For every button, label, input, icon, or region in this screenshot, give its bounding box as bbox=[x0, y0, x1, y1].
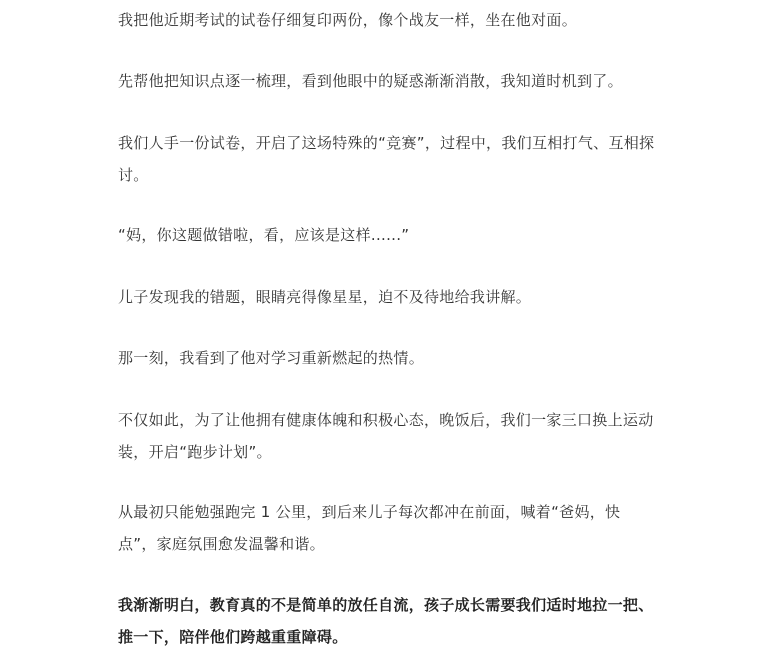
paragraph: 不仅如此，为了让他拥有健康体魄和积极心态，晚饭后，我们一家三口换上运动装，开启“跑步计划”。 bbox=[118, 411, 654, 461]
paragraph: 先帮他把知识点逐一梳理，看到他眼中的疑惑渐渐消散，我知道时机到了。 bbox=[118, 72, 623, 90]
paragraph: 从最初只能勉强跑完 1 公里，到后来儿子每次都冲在前面，喊着“爸妈，快点”，家庭氛围愈发温馨和谐。 bbox=[118, 503, 621, 553]
paragraph: 我把他近期考试的试卷仔细复印两份，像个战友一样，坐在他对面。 bbox=[118, 11, 578, 29]
paragraph: 那一刻，我看到了他对学习重新燃起的热情。 bbox=[118, 349, 425, 367]
paragraph: 儿子发现我的错题，眼睛亮得像星星，迫不及待地给我讲解。 bbox=[118, 288, 532, 306]
bold-conclusion-paragraph: 我渐渐明白，教育真的不是简单的放任自流，孩子成长需要我们适时地拉一把、推一下，陪伴他们跨越重重障碍。 bbox=[118, 596, 654, 646]
quote-paragraph: “妈，你这题做错啦，看，应该是这样......” bbox=[118, 226, 410, 244]
paragraph: 我们人手一份试卷，开启了这场特殊的“竞赛”，过程中，我们互相打气、互相探讨。 bbox=[118, 134, 655, 184]
